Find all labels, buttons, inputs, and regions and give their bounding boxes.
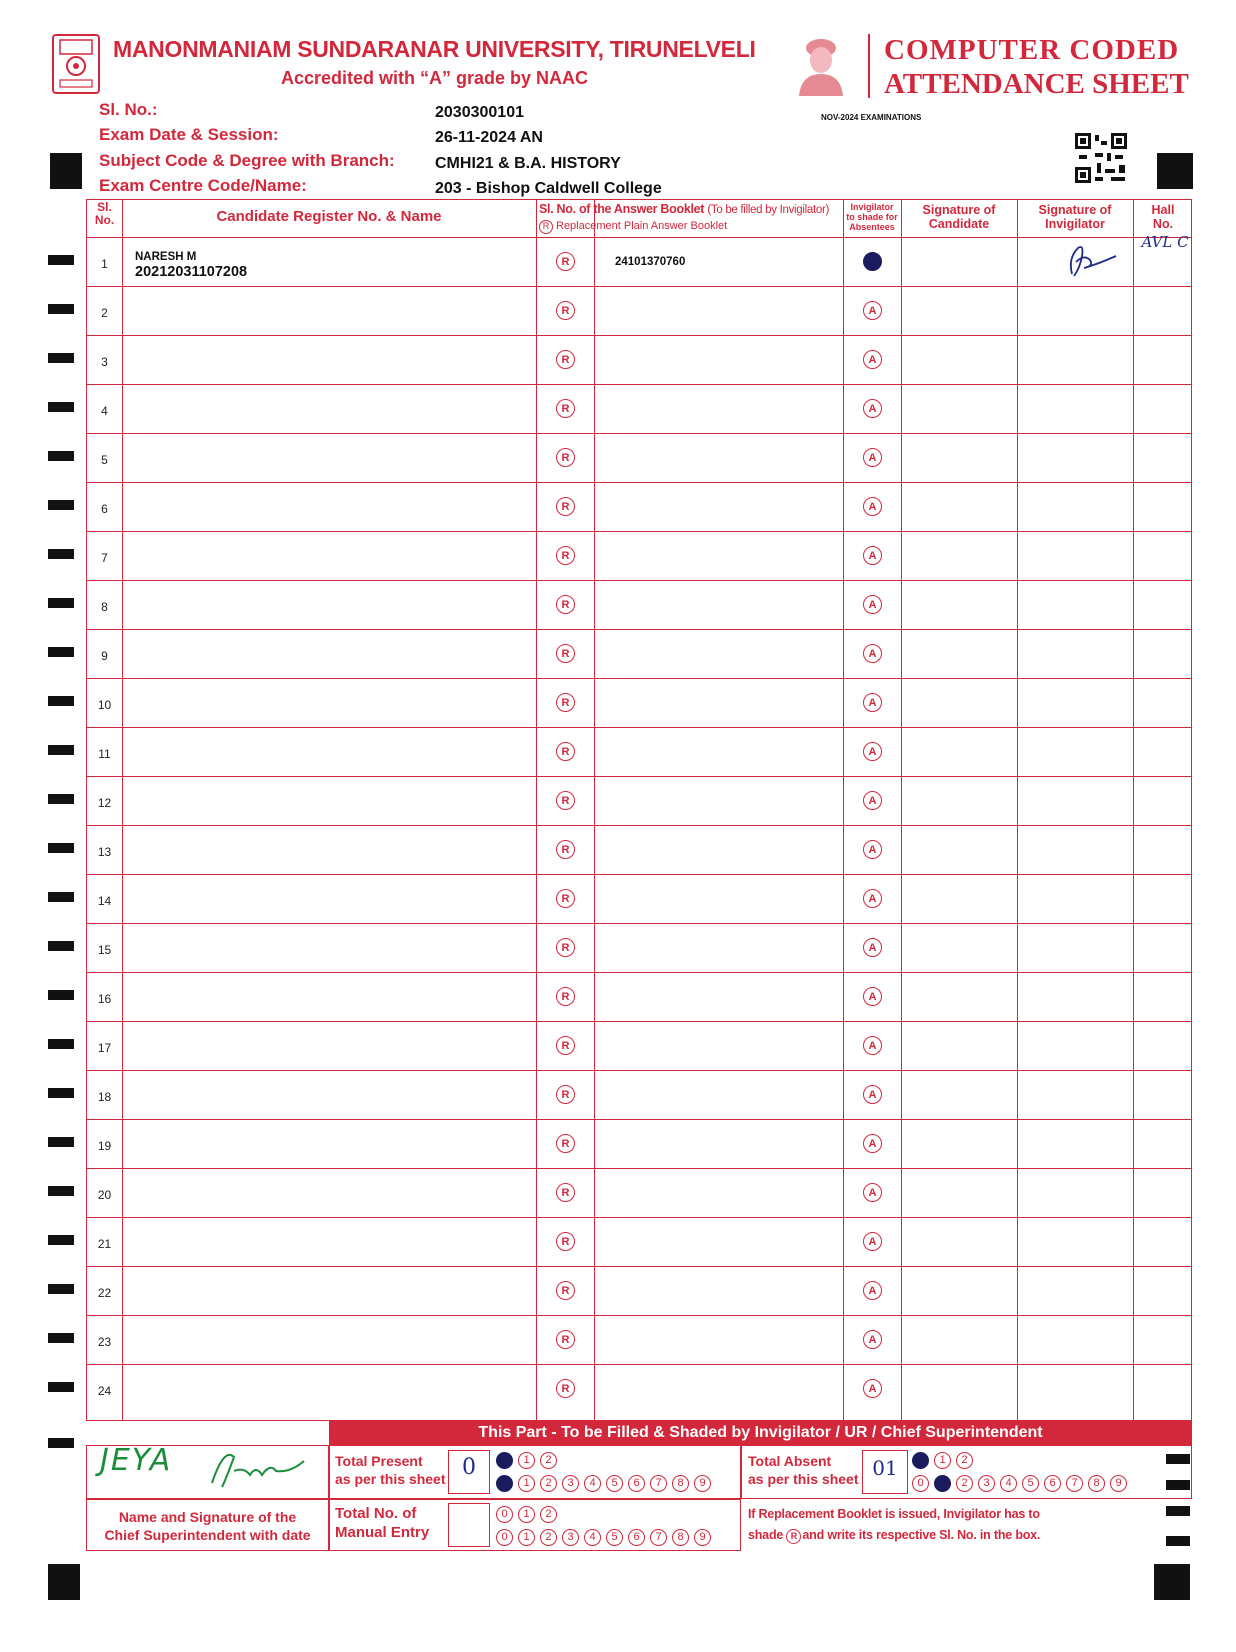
- total-present-label-2: as per this sheet: [335, 1470, 446, 1487]
- row-divider: [87, 1070, 1191, 1071]
- replacement-bubble[interactable]: R: [556, 301, 575, 320]
- field-value-sl-no: 2030300101: [435, 104, 524, 121]
- field-label-subject: Subject Code & Degree with Branch:: [99, 151, 395, 170]
- digit-bubble-7[interactable]: 7: [650, 1475, 667, 1492]
- digit-bubble-9[interactable]: 9: [1110, 1475, 1127, 1492]
- col-booklet-sub: [539, 220, 843, 234]
- replacement-bubble[interactable]: R: [556, 1036, 575, 1055]
- total-present-value: 0: [462, 1455, 476, 1480]
- attendance-table: [86, 199, 1192, 1421]
- col-hall: Hall No.: [1151, 203, 1175, 231]
- replacement-bubble[interactable]: R: [556, 1134, 575, 1153]
- absent-bubble[interactable]: A: [863, 889, 882, 908]
- row-timing-mark: [48, 1284, 74, 1294]
- row-timing-mark: [48, 500, 74, 510]
- digit-bubble-7[interactable]: 7: [650, 1529, 667, 1546]
- row-divider: [87, 1119, 1191, 1120]
- replacement-bubble[interactable]: R: [556, 1183, 575, 1202]
- field-label-centre: Exam Centre Code/Name:: [99, 176, 307, 195]
- university-name: MANONMANIAM SUNDARANAR UNIVERSITY, TIRUNELVELI: [113, 36, 756, 62]
- absent-bubble[interactable]: A: [863, 1330, 882, 1349]
- digit-bubble-2[interactable]: 2: [956, 1475, 973, 1492]
- row-number: 13: [97, 845, 112, 859]
- row-divider: [87, 1266, 1191, 1267]
- col-booklet-title: Sl. No. of the Answer Booklet: [539, 202, 705, 216]
- total-absent-label-1: Total Absent: [748, 1453, 832, 1469]
- row-number: 5: [101, 453, 108, 467]
- col-absentees-1: Invigilator: [850, 202, 894, 212]
- row-timing-mark: [48, 794, 74, 804]
- manual-tens-bubbles: [496, 1504, 562, 1524]
- candidate-reg-no: 20212031107208: [135, 264, 248, 280]
- booklet-number: 24101370760: [615, 256, 686, 268]
- absent-bubble[interactable]: A: [863, 1379, 882, 1398]
- row-number: 21: [97, 1237, 112, 1251]
- absent-units-bubbles: [912, 1473, 1132, 1493]
- replacement-bubble[interactable]: R: [556, 840, 575, 859]
- invigilator-signature: [1054, 238, 1134, 282]
- digit-bubble-1[interactable]: 1: [518, 1452, 535, 1469]
- manual-entry-label: [335, 1505, 429, 1543]
- header-divider: [868, 34, 870, 98]
- row-number: 2: [101, 306, 108, 320]
- row-divider: [87, 1315, 1191, 1316]
- replacement-bubble[interactable]: R: [556, 693, 575, 712]
- manual-entry-value-box[interactable]: [448, 1503, 490, 1547]
- replacement-bubble[interactable]: R: [556, 644, 575, 663]
- digit-bubble-4[interactable]: 4: [584, 1475, 601, 1492]
- row-timing-mark: [48, 990, 74, 1000]
- digit-bubble-9[interactable]: 9: [694, 1475, 711, 1492]
- row-timing-mark: [48, 1039, 74, 1049]
- absent-bubble[interactable]: A: [863, 938, 882, 957]
- absent-bubble[interactable]: A: [863, 1281, 882, 1300]
- col-absentees: [843, 203, 901, 233]
- row-number: 8: [101, 600, 108, 614]
- row-divider: [87, 678, 1191, 679]
- absent-tens-bubbles: [912, 1450, 978, 1470]
- total-absent-label-2: as per this sheet: [748, 1470, 859, 1487]
- digit-bubble-9[interactable]: 9: [694, 1529, 711, 1546]
- row-timing-mark: [48, 598, 74, 608]
- replacement-note-2: [748, 1528, 1040, 1544]
- replacement-note-1: If Replacement Booklet is issued, Invigilator has to: [748, 1507, 1040, 1521]
- digit-bubble-5[interactable]: 5: [1022, 1475, 1039, 1492]
- absent-bubble[interactable]: A: [863, 742, 882, 761]
- digit-bubble-0[interactable]: 0: [496, 1452, 513, 1469]
- row-timing-mark: [48, 402, 74, 412]
- col-booklet-sub-text: Replacement Plain Answer Booklet: [556, 220, 728, 233]
- absent-bubble[interactable]: A: [863, 595, 882, 614]
- absent-bubble[interactable]: A: [863, 301, 882, 320]
- total-present-label: [335, 1453, 446, 1488]
- row-number: 3: [101, 355, 108, 369]
- field-value-subject: CMHI21 & B.A. HISTORY: [435, 155, 621, 172]
- replacement-bubble[interactable]: R: [556, 546, 575, 565]
- footer-section: [86, 1421, 1192, 1551]
- digit-bubble-4[interactable]: 4: [1000, 1475, 1017, 1492]
- digit-bubble-3[interactable]: 3: [562, 1529, 579, 1546]
- replacement-bubble[interactable]: R: [556, 791, 575, 810]
- row-divider: [87, 1168, 1191, 1169]
- manual-entry-label-1: Total No. of: [335, 1505, 417, 1522]
- replacement-bubble[interactable]: R: [556, 350, 575, 369]
- row-number: 23: [97, 1335, 112, 1349]
- replacement-bubble[interactable]: R: [556, 889, 575, 908]
- replacement-bubble[interactable]: R: [556, 938, 575, 957]
- row-divider: [87, 433, 1191, 434]
- row-divider: [87, 972, 1191, 973]
- digit-bubble-2[interactable]: 2: [540, 1452, 557, 1469]
- row-timing-mark: [48, 745, 74, 755]
- absent-bubble[interactable]: A: [863, 1134, 882, 1153]
- row-number: 19: [97, 1139, 112, 1153]
- row-timing-mark: [48, 255, 74, 265]
- present-tens-bubbles: [496, 1450, 562, 1470]
- absent-bubble[interactable]: A: [863, 840, 882, 859]
- row-divider: [87, 874, 1191, 875]
- row-number: 12: [97, 796, 112, 810]
- footer-banner: This Part - To be Filled & Shaded by Invigilator / UR / Chief Superintendent: [329, 1421, 1192, 1445]
- row-timing-mark: [48, 843, 74, 853]
- row-number: 24: [97, 1384, 112, 1398]
- exam-label: NOV-2024 EXAMINATIONS: [821, 113, 922, 122]
- row-timing-mark: [48, 1186, 74, 1196]
- digit-bubble-7[interactable]: 7: [1066, 1475, 1083, 1492]
- digit-bubble-0[interactable]: 0: [496, 1529, 513, 1546]
- replacement-bubble[interactable]: R: [556, 1232, 575, 1251]
- row-number: 6: [101, 502, 108, 516]
- absent-bubble[interactable]: A: [863, 1036, 882, 1055]
- row-number: 22: [97, 1286, 112, 1300]
- col-booklet-note: (To be filled by Invigilator): [707, 204, 830, 216]
- replacement-bubble[interactable]: R: [556, 595, 575, 614]
- replacement-bubble[interactable]: R: [556, 252, 575, 271]
- chief-signature-text: JEYA: [100, 1443, 173, 1478]
- row-divider: [87, 1021, 1191, 1022]
- sheet-title-line-2: ATTENDANCE SHEET: [884, 68, 1189, 100]
- digit-bubble-6[interactable]: 6: [628, 1529, 645, 1546]
- total-present-label-1: Total Present: [335, 1453, 423, 1469]
- absent-bubble[interactable]: A: [863, 399, 882, 418]
- absent-bubble[interactable]: A: [863, 987, 882, 1006]
- digit-bubble-8[interactable]: 8: [1088, 1475, 1105, 1492]
- chief-label: [86, 1509, 329, 1544]
- field-value-exam-date: 26-11-2024 AN: [435, 129, 543, 146]
- replacement-bubble[interactable]: R: [556, 497, 575, 516]
- total-absent-value: 01: [872, 1456, 898, 1480]
- absent-bubble[interactable]: A: [863, 1183, 882, 1202]
- row-timing-mark: [48, 549, 74, 559]
- digit-bubble-2[interactable]: 2: [540, 1529, 557, 1546]
- chief-signature-scrawl: [204, 1443, 314, 1491]
- row-number: 1: [101, 257, 108, 271]
- row-divider: [87, 923, 1191, 924]
- row-number: 15: [97, 943, 112, 957]
- row-divider: [87, 482, 1191, 483]
- qr-code: [1075, 133, 1127, 183]
- digit-bubble-8[interactable]: 8: [672, 1529, 689, 1546]
- absent-bubble[interactable]: A: [863, 693, 882, 712]
- replacement-bubble[interactable]: R: [556, 987, 575, 1006]
- row-divider: [87, 531, 1191, 532]
- row-number: 7: [101, 551, 108, 565]
- digit-bubble-1[interactable]: 1: [518, 1529, 535, 1546]
- digit-bubble-2[interactable]: 2: [540, 1506, 557, 1523]
- row-divider: [87, 629, 1191, 630]
- candidate-name: NARESH M: [135, 251, 197, 263]
- row-timing-mark: [48, 1333, 74, 1343]
- row-divider: [87, 286, 1191, 287]
- row-timing-mark: [48, 892, 74, 902]
- digit-bubble-0[interactable]: 0: [496, 1475, 513, 1492]
- row-number: 18: [97, 1090, 112, 1104]
- replacement-bubble[interactable]: R: [556, 1085, 575, 1104]
- replacement-bubble[interactable]: R: [556, 1379, 575, 1398]
- row-divider: [87, 727, 1191, 728]
- replacement-symbol-icon: R: [539, 220, 553, 234]
- row-timing-mark: [48, 941, 74, 951]
- replacement-note-2b: and write its respective Sl. No. in the box.: [802, 1527, 1041, 1542]
- digit-bubble-0[interactable]: 0: [912, 1452, 929, 1469]
- hall-number-handwritten: AVL C: [1141, 233, 1189, 251]
- digit-bubble-1[interactable]: 1: [934, 1452, 951, 1469]
- digit-bubble-5[interactable]: 5: [606, 1475, 623, 1492]
- field-label-sl-no: Sl. No.:: [99, 100, 158, 119]
- row-timing-mark: [48, 451, 74, 461]
- digit-bubble-4[interactable]: 4: [584, 1529, 601, 1546]
- digit-bubble-1[interactable]: 1: [518, 1475, 535, 1492]
- chief-label-1: Name and Signature of the: [118, 1509, 297, 1525]
- absent-bubble[interactable]: A: [863, 448, 882, 467]
- total-absent-label: [748, 1453, 859, 1488]
- absent-bubble[interactable]: A: [863, 546, 882, 565]
- row-divider: [87, 1217, 1191, 1218]
- row-number: 11: [98, 747, 111, 761]
- row-divider: [87, 335, 1191, 336]
- col-sig-invigilator: Signature of Invigilator: [1038, 203, 1112, 231]
- row-divider: [87, 580, 1191, 581]
- replacement-note-icon: R: [786, 1529, 801, 1544]
- row-timing-mark: [48, 1382, 74, 1392]
- row-number: 9: [101, 649, 108, 663]
- digit-bubble-1[interactable]: 1: [518, 1506, 535, 1523]
- manual-units-bubbles: [496, 1527, 716, 1547]
- replacement-bubble[interactable]: R: [556, 742, 575, 761]
- row-timing-mark: [48, 696, 74, 706]
- row-number: 16: [97, 992, 112, 1006]
- digit-bubble-5[interactable]: 5: [606, 1529, 623, 1546]
- digit-bubble-2[interactable]: 2: [540, 1475, 557, 1492]
- row-timing-mark: [48, 647, 74, 657]
- absent-bubble[interactable]: A: [863, 350, 882, 369]
- manual-entry-label-2: Manual Entry: [335, 1523, 430, 1541]
- row-timing-mark: [48, 1137, 74, 1147]
- row-number: 14: [97, 894, 112, 908]
- absent-bubble[interactable]: A: [863, 1232, 882, 1251]
- field-value-centre: 203 - Bishop Caldwell College: [435, 180, 662, 197]
- row-number: 20: [97, 1188, 112, 1202]
- university-logo: [52, 34, 100, 94]
- digit-bubble-0[interactable]: 0: [496, 1506, 513, 1523]
- absent-bubble[interactable]: A: [863, 791, 882, 810]
- row-timing-mark: [48, 1235, 74, 1245]
- absent-bubble[interactable]: A: [863, 497, 882, 516]
- chief-label-2: Chief Superintendent with date: [104, 1526, 311, 1543]
- replacement-note-2a: shade: [748, 1527, 784, 1542]
- replacement-bubble[interactable]: R: [556, 448, 575, 467]
- digit-bubble-1[interactable]: 1: [934, 1475, 951, 1492]
- accreditation-text: Accredited with “A” grade by NAAC: [281, 68, 589, 88]
- footer-timing-mark: [48, 1438, 74, 1448]
- row-divider: [87, 776, 1191, 777]
- row-number: 17: [97, 1041, 112, 1055]
- row-divider: [87, 384, 1191, 385]
- col-booklet: [539, 203, 843, 217]
- col-absentees-3: Absentees: [849, 221, 895, 232]
- replacement-bubble[interactable]: R: [556, 1330, 575, 1349]
- absent-bubble[interactable]: A: [863, 1085, 882, 1104]
- digit-bubble-2[interactable]: 2: [956, 1452, 973, 1469]
- row-timing-mark: [48, 353, 74, 363]
- replacement-note: [748, 1507, 1040, 1544]
- sheet-title-line-1: COMPUTER CODED: [884, 34, 1180, 66]
- digit-bubble-3[interactable]: 3: [978, 1475, 995, 1492]
- row-timing-mark: [48, 1088, 74, 1098]
- col-candidate: Candidate Register No. & Name: [216, 208, 442, 225]
- col-sl-no: Sl. No.: [94, 200, 115, 228]
- present-units-bubbles: [496, 1473, 716, 1493]
- digit-bubble-6[interactable]: 6: [628, 1475, 645, 1492]
- absent-bubble[interactable]: A: [863, 644, 882, 663]
- absent-bubble-filled[interactable]: [863, 252, 882, 271]
- replacement-bubble[interactable]: R: [556, 399, 575, 418]
- replacement-bubble[interactable]: R: [556, 1281, 575, 1300]
- row-timing-mark: [48, 304, 74, 314]
- row-divider: [87, 1364, 1191, 1365]
- row-number: 10: [97, 698, 112, 712]
- row-divider: [87, 825, 1191, 826]
- col-absentees-2: to shade for: [846, 211, 898, 222]
- col-sig-candidate: Signature of Candidate: [922, 203, 996, 231]
- digit-bubble-8[interactable]: 8: [672, 1475, 689, 1492]
- row-number: 4: [101, 404, 108, 418]
- digit-bubble-3[interactable]: 3: [562, 1475, 579, 1492]
- field-label-exam-date: Exam Date & Session:: [99, 125, 279, 144]
- digit-bubble-0[interactable]: 0: [912, 1475, 929, 1492]
- digit-bubble-6[interactable]: 6: [1044, 1475, 1061, 1492]
- founder-portrait: [793, 34, 849, 96]
